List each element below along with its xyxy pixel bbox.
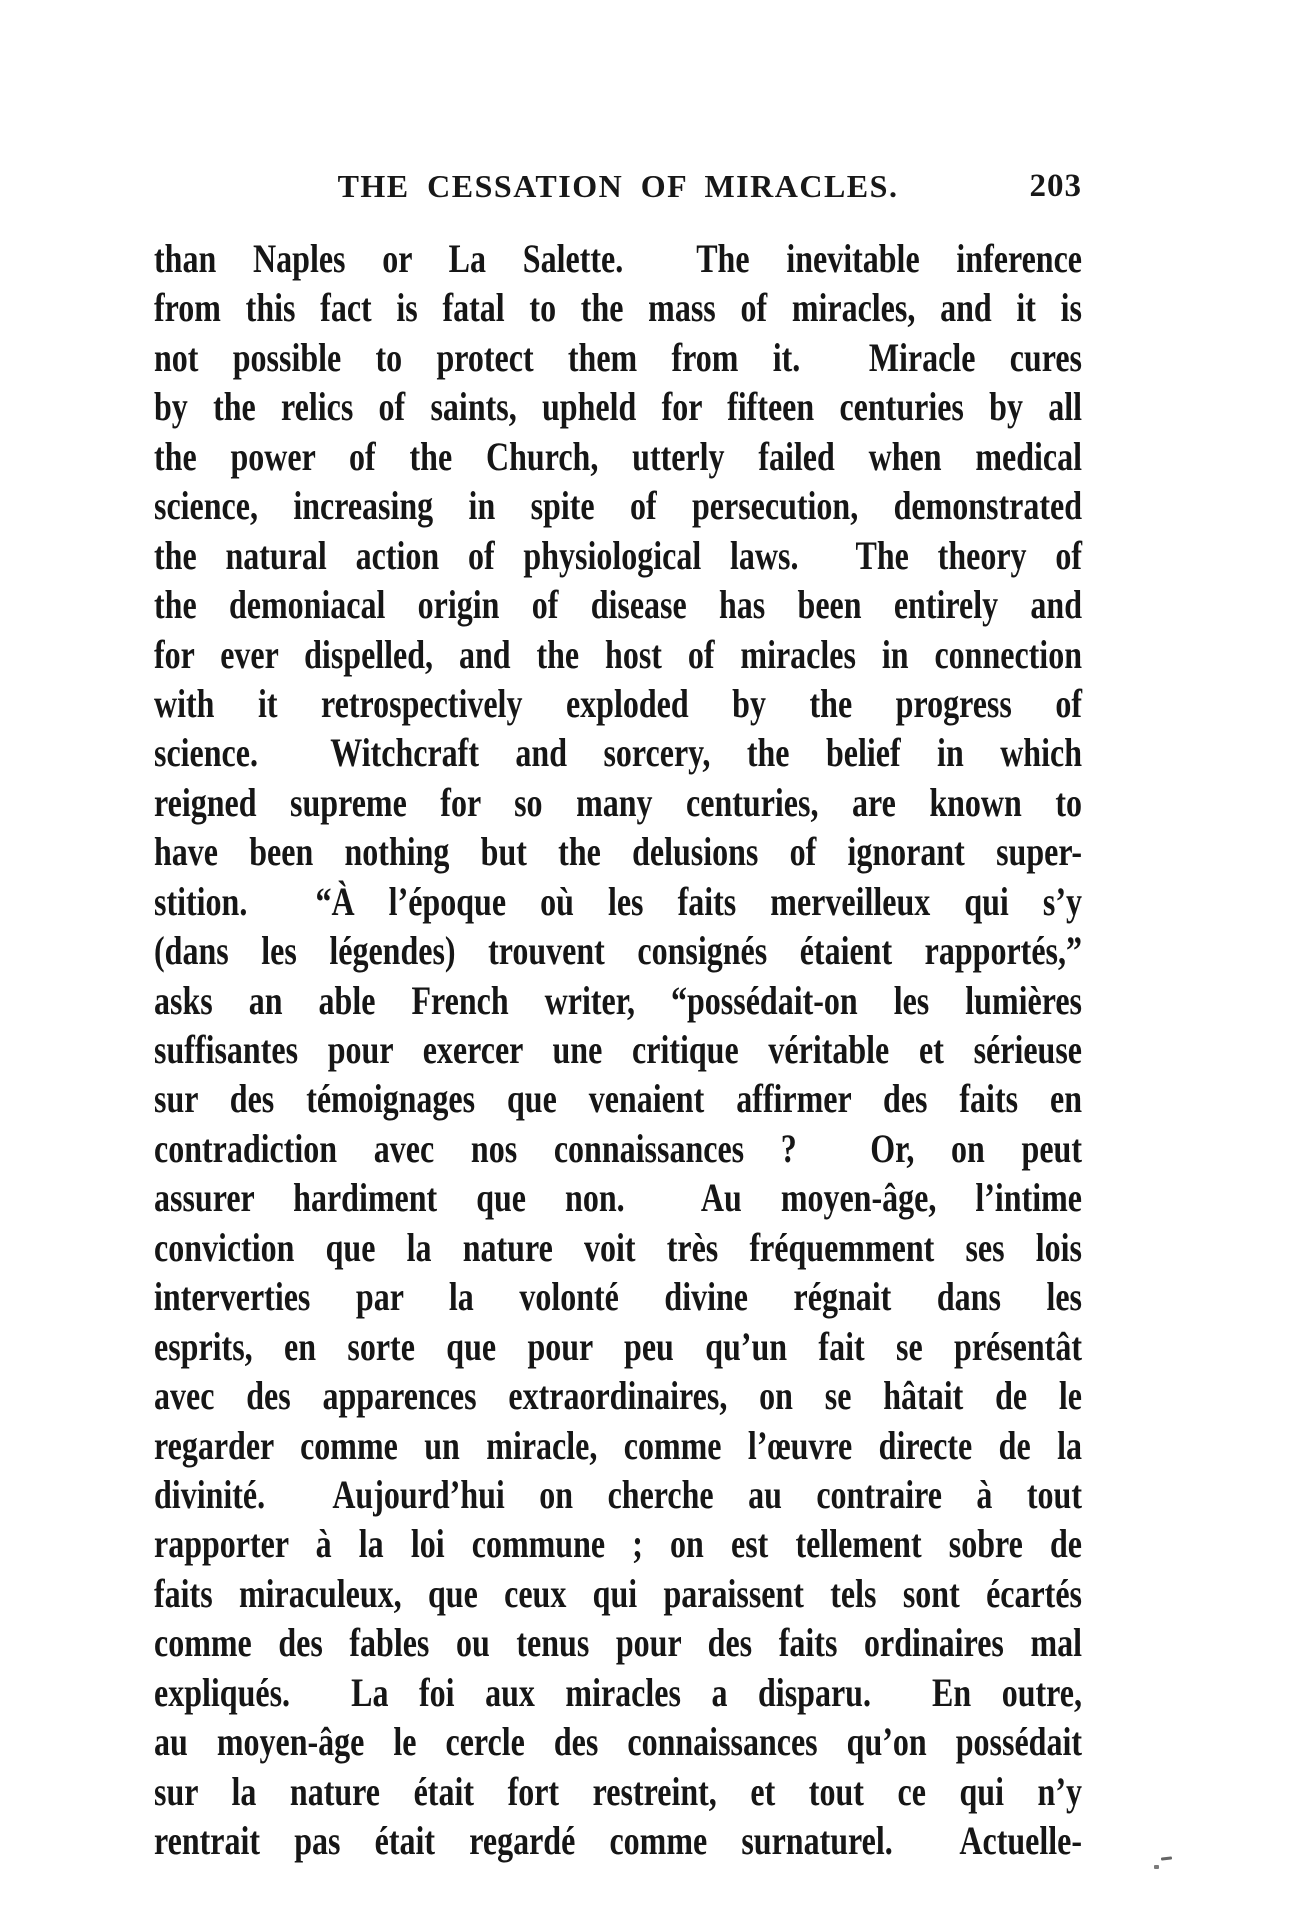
text-line: with it retrospectively exploded by the progress of — [154, 680, 1082, 726]
text-line: the power of the Church, utterly failed when medical — [154, 433, 1082, 479]
text-line: conviction que la nature voit très fréquemment ses lois — [154, 1224, 1082, 1270]
text-line: the natural action of physiological laws. The theory of — [154, 532, 1082, 578]
text-line: faits miraculeux, que ceux qui paraissent tels sont écartés — [154, 1570, 1082, 1616]
text-line: sur la nature était fort restreint, et tout ce qui n’y — [154, 1768, 1082, 1814]
text-line: for ever dispelled, and the host of miracles in connection — [154, 631, 1082, 677]
text-line: avec des apparences extraordinaires, on se hâtait de le — [154, 1373, 1082, 1419]
text-line: interverties par la volonté divine régnait dans les — [154, 1274, 1082, 1320]
body-text-block — [154, 234, 1082, 1865]
text-line: sur des témoignages que venaient affirmer des faits en — [154, 1076, 1082, 1122]
text-line: rentrait pas était regardé comme surnaturel. Actuelle- — [154, 1818, 1082, 1863]
text-line: suffisantes pour exercer une critique véritable et sérieuse — [154, 1027, 1082, 1072]
text-line: asks an able French writer, “possédait-on les lumières — [154, 977, 1082, 1023]
text-line: than Naples or La Salette. The inevitable inference — [154, 236, 1082, 281]
text-line: from this fact is fatal to the mass of miracles, and it is — [154, 285, 1082, 331]
text-line: esprits, en sorte que pour peu qu’un fait se présentât — [154, 1323, 1082, 1369]
running-header — [154, 166, 1082, 206]
text-line: au moyen-âge le cercle des connaissances qu’on possédait — [154, 1719, 1082, 1765]
text-line: expliqués. La foi aux miracles a disparu. En outre, — [154, 1669, 1082, 1715]
text-line: rapporter à la loi commune ; on est tellement sobre de — [154, 1521, 1082, 1567]
text-line: divinité. Aujourd’hui on cherche au contraire à tout — [154, 1471, 1082, 1517]
text-line: reigned supreme for so many centuries, are known to — [154, 779, 1082, 825]
text-line: (dans les légendes) trouvent consignés étaient rapportés,” — [154, 928, 1082, 974]
page-number: 203 — [1029, 168, 1082, 204]
chapter-title: THE CESSATION OF MIRACLES. — [337, 168, 899, 204]
text-line: science, increasing in spite of persecution, demonstrated — [154, 483, 1082, 529]
stray-ink-dot — [1154, 1865, 1159, 1869]
text-line: science. Witchcraft and sorcery, the belief in which — [154, 730, 1082, 776]
text-line: not possible to protect them from it. Miracle cures — [154, 334, 1082, 380]
text-line: by the relics of saints, upheld for fifteen centuries by all — [154, 384, 1082, 430]
text-line: comme des fables ou tenus pour des faits ordinaires mal — [154, 1620, 1082, 1666]
text-line: the demoniacal origin of disease has been entirely and — [154, 582, 1082, 628]
text-line: assurer hardiment que non. Au moyen-âge, l’intime — [154, 1175, 1082, 1221]
text-line: contradiction avec nos connaissances ? Or, on peut — [154, 1125, 1082, 1171]
text-line: regarder comme un miracle, comme l’œuvre directe de la — [154, 1422, 1082, 1468]
text-line: have been nothing but the delusions of ignorant super- — [154, 829, 1082, 875]
text-line: stition. “À l’époque où les faits merveilleux qui s’y — [154, 878, 1082, 924]
stray-ink-mark — [1161, 1856, 1172, 1860]
